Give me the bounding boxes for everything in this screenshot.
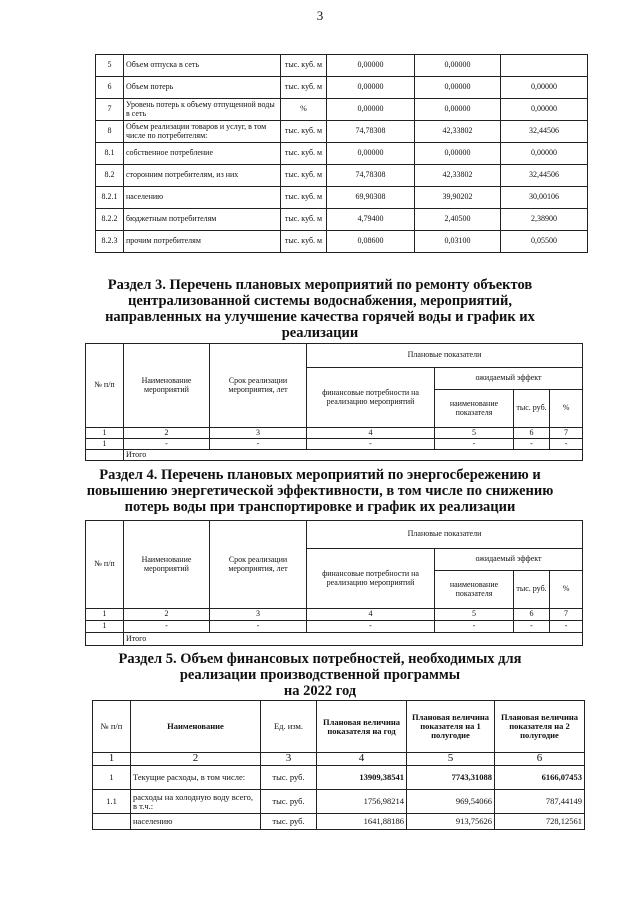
data-cell: - [514,439,550,450]
row-value-year: 0,00000 [327,143,415,165]
row-value-h1: 0,03100 [415,231,501,253]
t5-col-h1-header: Плановая величина показателя на 1 полугодие [407,701,495,753]
data-cell: - [210,621,307,633]
col-fin-header: финансовые потребности на реализацию мероприятий [307,549,435,609]
t5-row-unit: тыс. руб. [261,814,317,830]
row-number: 8 [96,121,124,143]
t5-row-name: расходы на холодную воду всего, в т.ч.: [131,790,261,814]
t5-row-number: 1 [93,766,131,790]
t5-col-h2-header: Плановая величина показателя на 2 полугодие [495,701,585,753]
t5-row-value-h2: 728,12561 [495,814,585,830]
section5-heading-line: реализации производственной программы [179,667,461,683]
section5-table [92,700,585,830]
row-unit: тыс. куб. м [281,77,327,99]
row-unit: тыс. куб. м [281,231,327,253]
volume-table [95,54,588,253]
col-rub-header: тыс. руб. [514,571,550,609]
row-value-year: 74,78308 [327,121,415,143]
col-effect-header: ожидаемый эффект [435,368,583,390]
col-num-header: № п/п [86,344,124,428]
t5-row-value-year: 1756,98214 [317,790,407,814]
t5-row-number [93,814,131,830]
row-unit: тыс. куб. м [281,165,327,187]
total-label: Итого [124,633,583,646]
data-cell: 1 [86,621,124,633]
row-name: сторонним потребителям, из них [124,165,281,187]
row-value-year: 0,08600 [327,231,415,253]
data-cell: 1 [86,439,124,450]
section4-heading-line: потерь воды при транспортировке и график их реализации [124,499,516,515]
row-unit: тыс. куб. м [281,209,327,231]
t5-row-value-h2: 6166,07453 [495,766,585,790]
t5-row-unit: тыс. руб. [261,790,317,814]
t5-row-number: 1.1 [93,790,131,814]
t5-col-num-header: № п/п [93,701,131,753]
row-unit: тыс. куб. м [281,55,327,77]
table-row [96,55,588,77]
row-value-h2: 0,00000 [501,77,588,99]
row-unit: тыс. куб. м [281,121,327,143]
section5-heading-line: на 2022 год [283,683,357,699]
t5-index-cell: 4 [317,753,407,766]
section5-heading [0,651,640,699]
row-value-year: 4,79400 [327,209,415,231]
t5-index-cell: 3 [261,753,317,766]
section5-table-body [93,766,585,830]
row-value-h2: 0,00000 [501,143,588,165]
index-cell: 3 [210,609,307,621]
section4-table [85,520,583,646]
index-cell: 7 [550,609,583,621]
table-row [96,187,588,209]
index-cell: 7 [550,428,583,439]
data-cell: - [550,621,583,633]
t5-row-name: населению [131,814,261,830]
index-cell: 5 [435,428,514,439]
t5-row-value-h1: 913,75626 [407,814,495,830]
table-row [96,209,588,231]
index-cell: 1 [86,428,124,439]
col-rub-header: тыс. руб. [514,390,550,428]
row-number: 8.2.3 [96,231,124,253]
col-effect-header: ожидаемый эффект [435,549,583,571]
total-num-cell [86,450,124,461]
row-number: 8.1 [96,143,124,165]
row-value-year: 0,00000 [327,99,415,121]
section3-heading-line: реализации [281,325,359,341]
t5-index-cell: 1 [93,753,131,766]
col-num-header: № п/п [86,521,124,609]
table-row [96,99,588,121]
row-value-h1: 39,90202 [415,187,501,209]
row-value-h2: 30,00106 [501,187,588,209]
section4-heading-line: Раздел 4. Перечень плановых мероприятий по энергосбережению и [99,467,541,483]
t5-col-name-header: Наименование [131,701,261,753]
row-value-year: 0,00000 [327,55,415,77]
t5-row-value-h2: 787,44149 [495,790,585,814]
row-name: собственное потребление [124,143,281,165]
col-plan-header: Плановые показатели [307,344,583,368]
data-cell: - [124,621,210,633]
col-pct-header: % [550,390,583,428]
section3-heading-line: направленных на улучшение качества горячей воды и график их [105,309,535,325]
col-pct-header: % [550,571,583,609]
t5-row-unit: тыс. руб. [261,766,317,790]
row-unit: тыс. куб. м [281,187,327,209]
row-value-h2: 32,44506 [501,165,588,187]
row-name: Уровень потерь к объему отпущенной воды в сеть [124,99,281,121]
section5-heading-line: Раздел 5. Объем финансовых потребностей, необходимых для [118,651,522,667]
row-name: населению [124,187,281,209]
row-value-h2: 2,38900 [501,209,588,231]
row-number: 7 [96,99,124,121]
row-value-h2 [501,55,588,77]
row-number: 5 [96,55,124,77]
data-cell: - [435,621,514,633]
col-term-header: Срок реализации мероприятия, лет [210,521,307,609]
row-value-h2: 32,44506 [501,121,588,143]
row-unit: тыс. куб. м [281,143,327,165]
index-cell: 2 [124,609,210,621]
section3-heading-line: централизованной системы водоснабжения, мероприятий, [128,293,512,309]
data-cell: - [307,621,435,633]
index-cell: 5 [435,609,514,621]
page-number: 3 [316,8,324,23]
row-number: 8.2.1 [96,187,124,209]
index-cell: 6 [514,428,550,439]
section3-table [85,343,583,461]
data-cell: - [307,439,435,450]
data-cell: - [435,439,514,450]
table-row [96,165,588,187]
table-row [93,790,585,814]
section4-heading [0,467,640,515]
col-term-header: Срок реализации мероприятия, лет [210,344,307,428]
col-fin-header: финансовые потребности на реализацию мероприятий [307,368,435,428]
data-cell: - [550,439,583,450]
row-value-h2: 0,05500 [501,231,588,253]
index-cell: 3 [210,428,307,439]
t5-row-value-year: 13909,38541 [317,766,407,790]
t5-index-cell: 2 [131,753,261,766]
row-value-h1: 42,33802 [415,165,501,187]
row-value-year: 74,78308 [327,165,415,187]
data-cell: - [514,621,550,633]
index-cell: 4 [307,428,435,439]
t5-col-unit-header: Ед. изм. [261,701,317,753]
total-label: Итого [124,450,583,461]
table-row [96,143,588,165]
section4-heading-line: повышению энергетической эффективности, в том числе по снижению [86,483,554,499]
table-row [96,231,588,253]
col-plan-header: Плановые показатели [307,521,583,549]
t5-col-year-header: Плановая величина показателя на год [317,701,407,753]
row-value-h1: 2,40500 [415,209,501,231]
index-cell: 2 [124,428,210,439]
table-row [96,77,588,99]
row-value-h1: 42,33802 [415,121,501,143]
table-row [93,814,585,830]
row-name: прочим потребителям [124,231,281,253]
col-effect-name-header: наименование показателя [435,571,514,609]
col-name-header: Наименование мероприятий [124,521,210,609]
row-value-year: 0,00000 [327,77,415,99]
row-value-h1: 0,00000 [415,143,501,165]
data-cell: - [210,439,307,450]
t5-row-value-h1: 969,54066 [407,790,495,814]
index-cell: 1 [86,609,124,621]
t5-row-name: Текущие расходы, в том числе: [131,766,261,790]
t5-index-cell: 5 [407,753,495,766]
col-name-header: Наименование мероприятий [124,344,210,428]
row-name: Объем потерь [124,77,281,99]
row-value-year: 69,90308 [327,187,415,209]
row-name: Объем реализации товаров и услуг, в том числе по потребителям: [124,121,281,143]
row-value-h1: 0,00000 [415,55,501,77]
t5-row-value-year: 1641,88186 [317,814,407,830]
total-num-cell [86,633,124,646]
col-effect-name-header: наименование показателя [435,390,514,428]
row-name: бюджетным потребителям [124,209,281,231]
table-row [96,121,588,143]
row-name: Объем отпуска в сеть [124,55,281,77]
row-number: 8.2 [96,165,124,187]
row-number: 8.2.2 [96,209,124,231]
row-unit: % [281,99,327,121]
t5-index-cell: 6 [495,753,585,766]
table-row [93,766,585,790]
index-cell: 6 [514,609,550,621]
section3-heading [0,277,640,341]
row-value-h1: 0,00000 [415,99,501,121]
row-value-h1: 0,00000 [415,77,501,99]
row-number: 6 [96,77,124,99]
data-cell: - [124,439,210,450]
row-value-h2: 0,00000 [501,99,588,121]
t5-row-value-h1: 7743,31088 [407,766,495,790]
volume-table-body [96,55,588,253]
section3-heading-line: Раздел 3. Перечень плановых мероприятий по ремонту объектов [107,277,533,293]
index-cell: 4 [307,609,435,621]
